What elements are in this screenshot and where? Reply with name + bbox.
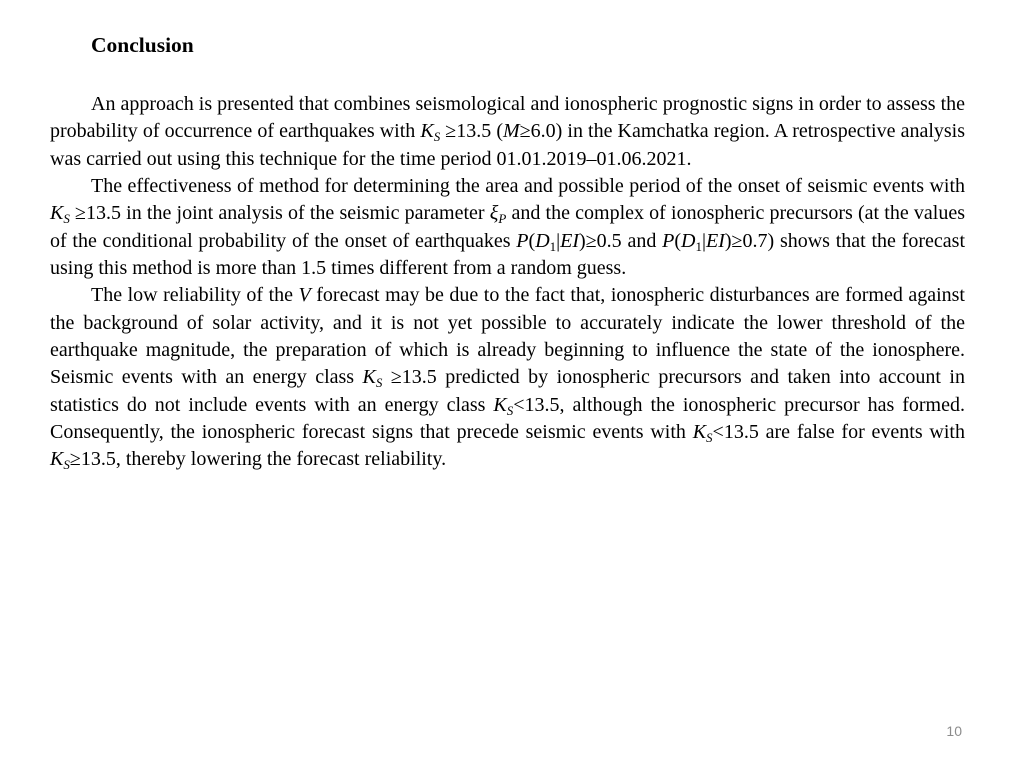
- conclusion-body: [50, 91, 965, 474]
- text: forecast may be due to the fact that, ionospheric disturbances are formed against the background of solar activity, and it is not yet possible to accurately indicate the lower threshold of the earthquake magnitude, the preparation of which is already beginning to influence the state of the ionosphere. Seismic events with an energy class: [50, 284, 965, 389]
- text: <13.5, although the ionospheric precursor has formed. Consequently, the ionospheric forecast signs that precede seismic events with: [50, 393, 965, 444]
- slide-title: Conclusion: [91, 33, 194, 57]
- symbol-p: P: [516, 229, 529, 252]
- text: ≥13.5 predicted by ionospheric precursors and taken into account in statistics do not include events with an energy class: [50, 366, 965, 416]
- paragraph-1: [50, 91, 965, 173]
- bar: |: [556, 229, 561, 252]
- symbol-d: D: [535, 229, 550, 252]
- text: )≥0.7) shows that the forecast using this method is more than 1.5 times different from a random guess.: [50, 229, 965, 280]
- text: and the complex of ionospheric precursors (at the values of the conditional probability of the onset of earthquakes: [50, 202, 965, 252]
- symbol-k: K: [362, 366, 376, 389]
- text: An approach is presented that combines seismological and ionospheric prognostic signs in order to assess the probability of occurrence of earthquakes with: [50, 93, 965, 143]
- subscript-1: 1: [695, 238, 702, 254]
- text: ≥13.5 (: [440, 120, 504, 143]
- symbol-xi: ξ: [489, 202, 499, 225]
- text: ≥6.0) in the Kamchatka region. A retrospective analysis was carried out using this technique for the time period 01.01.2019–01.06.2021.: [50, 120, 965, 170]
- subscript-p: P: [498, 211, 507, 227]
- paragraph-3: [50, 282, 965, 473]
- text: ≥13.5 in the joint analysis of the seismic parameter: [69, 202, 490, 225]
- text: )≥0.5 and: [579, 229, 663, 252]
- symbol-ei: EI: [560, 229, 580, 252]
- symbol-k: K: [692, 421, 707, 444]
- symbol-k: K: [420, 120, 434, 143]
- paren: (: [528, 229, 536, 252]
- paren: (: [674, 229, 682, 252]
- subscript-1: 1: [549, 238, 557, 254]
- page-number: 10: [946, 723, 962, 739]
- symbol-m: M: [503, 120, 520, 143]
- slide: [50, 0, 965, 768]
- text: <13.5 are false for events with: [712, 421, 965, 444]
- symbol-k: K: [493, 393, 507, 416]
- subscript-s: S: [706, 430, 713, 446]
- symbol-k: K: [50, 448, 64, 471]
- subscript-s: S: [63, 457, 70, 473]
- symbol-k: K: [50, 202, 64, 225]
- symbol-v: V: [298, 284, 311, 307]
- text: ≥13.5, thereby lowering the forecast reliability.: [69, 448, 447, 471]
- symbol-ei: EI: [705, 229, 725, 252]
- text: The low reliability of the: [91, 284, 299, 307]
- symbol-d: D: [681, 229, 696, 252]
- paragraph-2: [50, 173, 965, 282]
- subscript-s: S: [433, 129, 441, 145]
- text: The effectiveness of method for determining the area and possible period of the onset of seismic events with: [91, 175, 965, 198]
- subscript-s: S: [63, 211, 70, 227]
- bar: |: [701, 229, 706, 252]
- subscript-s: S: [375, 375, 383, 391]
- subscript-s: S: [506, 402, 514, 418]
- symbol-p: P: [662, 229, 675, 252]
